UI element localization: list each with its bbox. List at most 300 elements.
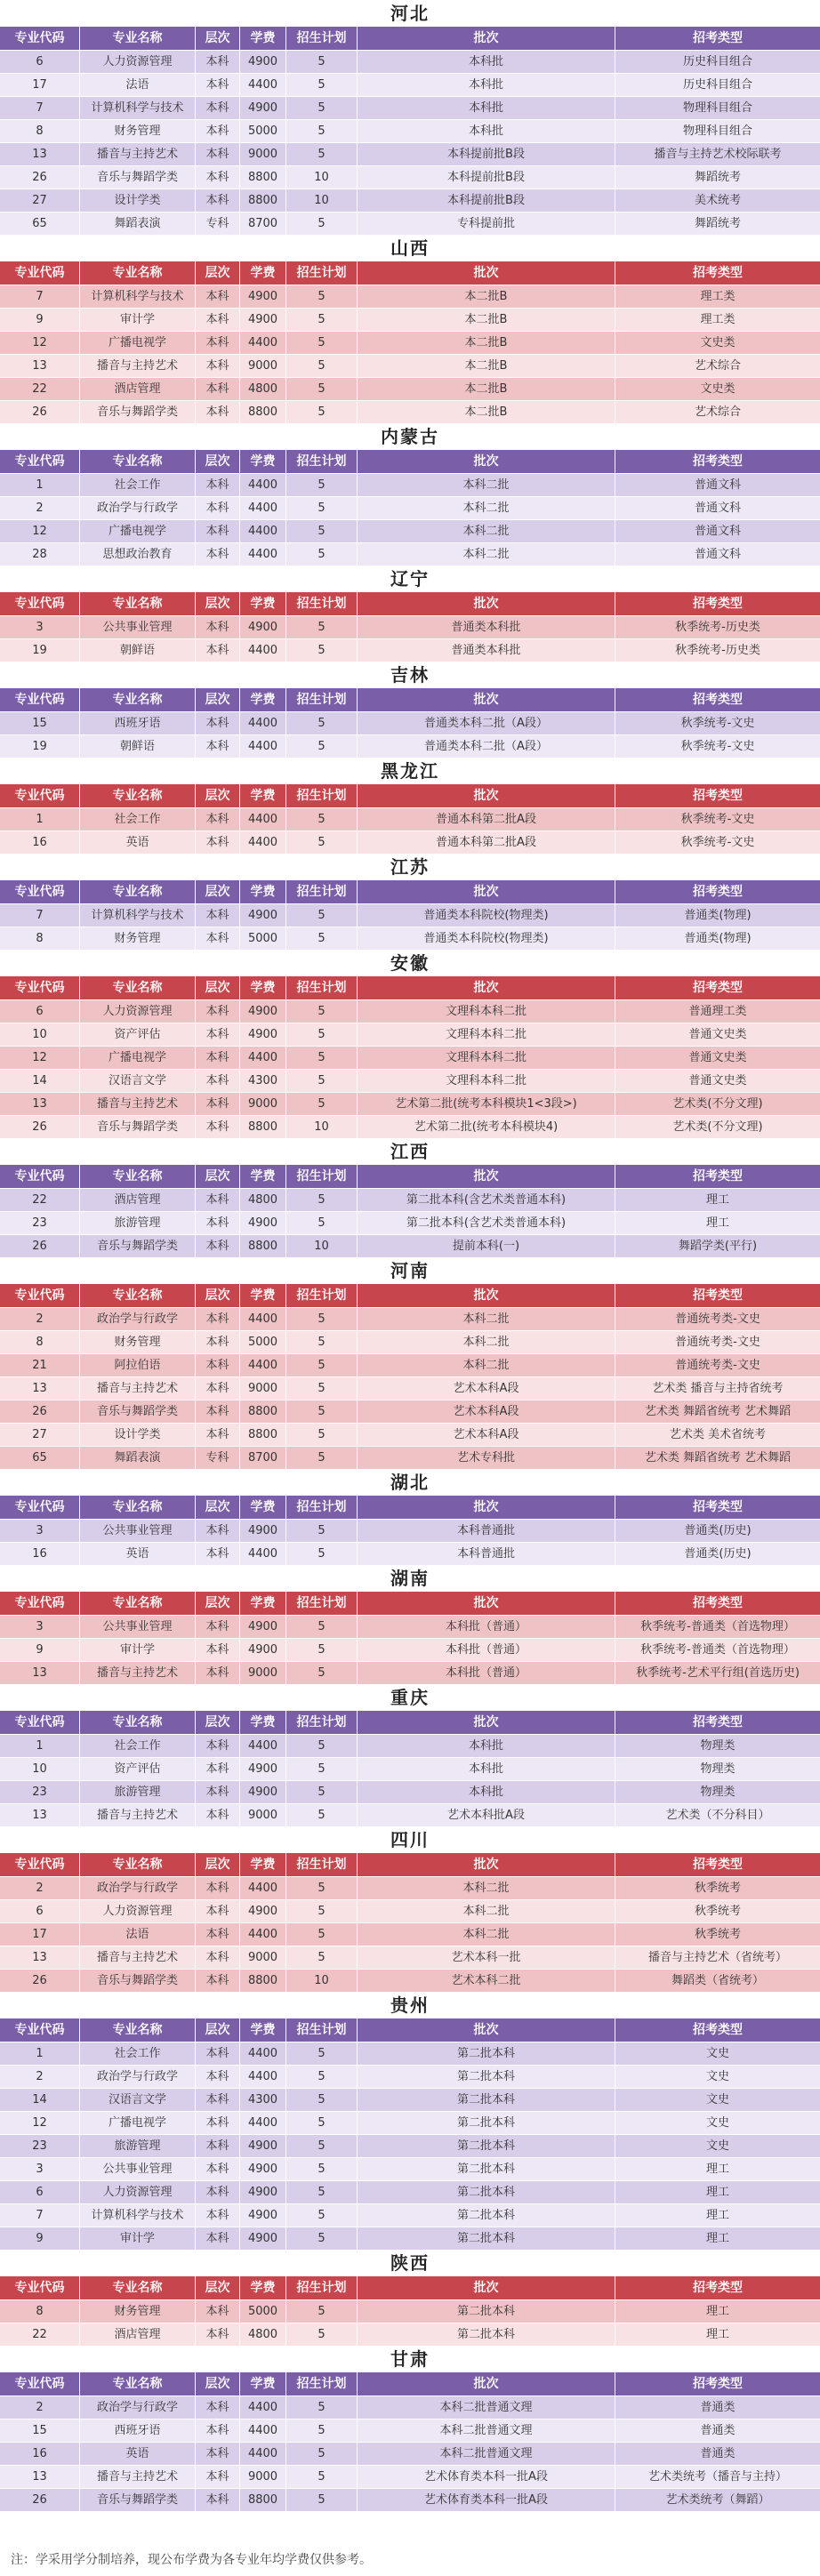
cell-major-name: 人力资源管理 bbox=[80, 1000, 196, 1023]
province-title: 黑龙江 bbox=[381, 760, 439, 782]
province-title: 江西 bbox=[390, 1141, 430, 1162]
cell-major-code: 16 bbox=[0, 2443, 80, 2465]
cell-enrollment-plan: 5 bbox=[286, 2042, 358, 2065]
cell-tuition: 9000 bbox=[240, 1662, 286, 1684]
cell-major-name: 思想政治教育 bbox=[80, 543, 196, 566]
table-row bbox=[0, 2203, 820, 2227]
header-exam-type: 招考类型 bbox=[693, 2023, 743, 2037]
cell-major-name: 审计学 bbox=[80, 1639, 196, 1661]
cell-major-name: 社会工作 bbox=[80, 808, 196, 831]
cell-major-code: 9 bbox=[0, 1639, 80, 1661]
cell-batch: 普通类本科批 bbox=[358, 616, 615, 638]
header-level: 层次 bbox=[196, 2018, 240, 2042]
cell-enrollment-plan: 5 bbox=[286, 1070, 358, 1092]
cell-enrollment-plan: 5 bbox=[286, 2300, 358, 2323]
cell-tuition: 5000 bbox=[240, 1331, 286, 1353]
header-batch: 批次 bbox=[358, 688, 615, 711]
cell-major-name: 人力资源管理 bbox=[80, 51, 196, 73]
province-title: 辽宁 bbox=[390, 568, 430, 590]
cell-level: 本科 bbox=[196, 2323, 240, 2346]
cell-exam-type: 艺术类 美术省统考 bbox=[669, 1428, 767, 1441]
province-title: 贵州 bbox=[390, 1994, 430, 2016]
cell-major-code: 22 bbox=[0, 2323, 80, 2346]
cell-exam-type: 普通类(历史) bbox=[684, 1524, 752, 1537]
table-body bbox=[0, 903, 820, 950]
cell-major-name: 审计学 bbox=[80, 309, 196, 331]
header-level: 层次 bbox=[196, 450, 240, 473]
cell-major-code: 26 bbox=[0, 1116, 80, 1138]
cell-tuition: 4800 bbox=[240, 378, 286, 400]
cell-batch: 本科批 bbox=[358, 1735, 615, 1757]
cell-batch: 艺术本科一批 bbox=[358, 1946, 615, 1969]
cell-exam-type: 播音与主持艺术（省统考） bbox=[647, 1951, 787, 1964]
cell-batch: 本科批 bbox=[358, 120, 615, 142]
cell-major-name: 西班牙语 bbox=[80, 712, 196, 734]
cell-level: 本科 bbox=[196, 735, 240, 758]
cell-level: 本科 bbox=[196, 1212, 240, 1234]
cell-major-code: 26 bbox=[0, 1235, 80, 1257]
header-enrollment-plan: 招生计划 bbox=[286, 1711, 358, 1734]
cell-enrollment-plan: 5 bbox=[286, 378, 358, 400]
cell-exam-type: 舞蹈统考 bbox=[694, 217, 741, 230]
cell-batch: 第二批本科(含艺术类普通本科) bbox=[358, 1212, 615, 1234]
cell-level: 本科 bbox=[196, 1804, 240, 1826]
province-title: 山西 bbox=[390, 237, 430, 259]
header-batch: 批次 bbox=[358, 2372, 615, 2395]
cell-major-name: 旅游管理 bbox=[80, 2135, 196, 2157]
cell-major-code: 3 bbox=[0, 2158, 80, 2180]
header-level: 层次 bbox=[196, 592, 240, 615]
cell-exam-type: 秋季统考-文史 bbox=[680, 717, 755, 730]
cell-batch: 第二批本科 bbox=[358, 2066, 615, 2088]
cell-major-name: 公共事业管理 bbox=[80, 2158, 196, 2180]
cell-tuition: 4400 bbox=[240, 2042, 286, 2065]
table-row bbox=[0, 2065, 820, 2088]
province-title: 甘肃 bbox=[390, 2348, 430, 2370]
cell-batch: 本科批 bbox=[358, 1781, 615, 1803]
cell-tuition: 4800 bbox=[240, 1189, 286, 1211]
cell-major-name: 政治学与行政学 bbox=[80, 1877, 196, 1899]
header-major-code: 专业代码 bbox=[0, 2018, 80, 2042]
province-table bbox=[0, 1469, 820, 1565]
cell-tuition: 9000 bbox=[240, 355, 286, 377]
cell-major-name: 社会工作 bbox=[80, 474, 196, 496]
header-enrollment-plan: 招生计划 bbox=[286, 784, 358, 807]
cell-level: 本科 bbox=[196, 1639, 240, 1661]
cell-batch: 普通类本科批 bbox=[358, 639, 615, 662]
cell-level: 本科 bbox=[196, 143, 240, 165]
cell-level: 本科 bbox=[196, 189, 240, 212]
cell-enrollment-plan: 5 bbox=[286, 712, 358, 734]
cell-batch: 本二批B bbox=[358, 401, 615, 423]
cell-major-code: 15 bbox=[0, 712, 80, 734]
table-row bbox=[0, 2227, 820, 2250]
cell-major-code: 13 bbox=[0, 355, 80, 377]
header-exam-type: 招考类型 bbox=[693, 266, 743, 280]
cell-major-code: 16 bbox=[0, 1543, 80, 1565]
table-body bbox=[0, 1876, 820, 1992]
table-row bbox=[0, 1307, 820, 1330]
cell-level: 本科 bbox=[196, 1354, 240, 1376]
header-exam-type: 招考类型 bbox=[693, 454, 743, 469]
cell-tuition: 8800 bbox=[240, 1424, 286, 1446]
cell-tuition: 4900 bbox=[240, 1000, 286, 1023]
header-exam-type: 招考类型 bbox=[693, 693, 743, 707]
cell-major-code: 6 bbox=[0, 2181, 80, 2203]
cell-tuition: 4400 bbox=[240, 74, 286, 96]
cell-major-name: 酒店管理 bbox=[80, 378, 196, 400]
cell-level: 本科 bbox=[196, 2135, 240, 2157]
cell-level: 本科 bbox=[196, 1235, 240, 1257]
cell-exam-type: 文史类 bbox=[700, 336, 736, 349]
cell-tuition: 4400 bbox=[240, 1354, 286, 1376]
cell-exam-type: 艺术类统考（舞蹈） bbox=[665, 2493, 770, 2507]
header-level: 层次 bbox=[196, 2372, 240, 2395]
table-row bbox=[0, 807, 820, 831]
table-row bbox=[0, 377, 820, 400]
header-major-name: 专业名称 bbox=[80, 2276, 196, 2299]
cell-batch: 本科批 bbox=[358, 97, 615, 119]
cell-level: 本科 bbox=[196, 1900, 240, 1922]
cell-tuition: 8700 bbox=[240, 1447, 286, 1469]
cell-batch: 普通本科第二批A段 bbox=[358, 808, 615, 831]
cell-major-code: 1 bbox=[0, 474, 80, 496]
header-tuition: 学费 bbox=[240, 27, 286, 50]
header-batch: 批次 bbox=[358, 1496, 615, 1519]
table-row bbox=[0, 473, 820, 496]
cell-major-name: 公共事业管理 bbox=[80, 1520, 196, 1542]
cell-exam-type: 舞蹈统考 bbox=[694, 171, 741, 184]
header-batch: 批次 bbox=[358, 784, 615, 807]
province-table bbox=[0, 1992, 820, 2250]
cell-major-code: 12 bbox=[0, 2112, 80, 2134]
cell-batch: 艺术本科A段 bbox=[358, 1424, 615, 1446]
table-row bbox=[0, 1661, 820, 1684]
cell-major-name: 播音与主持艺术 bbox=[80, 2466, 196, 2488]
table-row bbox=[0, 1092, 820, 1115]
cell-batch: 艺术体育类本科一批A段 bbox=[358, 2466, 615, 2488]
cell-exam-type: 秋季统考-历史类 bbox=[675, 644, 760, 657]
cell-tuition: 4400 bbox=[240, 2443, 286, 2465]
header-major-name: 专业名称 bbox=[80, 784, 196, 807]
cell-tuition: 4900 bbox=[240, 2181, 286, 2203]
cell-enrollment-plan: 5 bbox=[286, 1804, 358, 1826]
table-row bbox=[0, 1780, 820, 1803]
header-batch: 批次 bbox=[358, 1592, 615, 1615]
cell-major-code: 22 bbox=[0, 1189, 80, 1211]
province-title: 四川 bbox=[390, 1829, 430, 1850]
cell-exam-type: 文史 bbox=[705, 2116, 729, 2130]
cell-tuition: 4400 bbox=[240, 332, 286, 354]
cell-level: 本科 bbox=[196, 285, 240, 308]
cell-enrollment-plan: 5 bbox=[286, 285, 358, 308]
cell-tuition: 8800 bbox=[240, 1116, 286, 1138]
header-enrollment-plan: 招生计划 bbox=[286, 1853, 358, 1876]
table-row bbox=[0, 73, 820, 96]
cell-major-code: 14 bbox=[0, 2089, 80, 2111]
cell-major-code: 13 bbox=[0, 143, 80, 165]
table-row bbox=[0, 1115, 820, 1138]
cell-enrollment-plan: 5 bbox=[286, 1424, 358, 1446]
cell-tuition: 4900 bbox=[240, 2135, 286, 2157]
header-exam-type: 招考类型 bbox=[693, 885, 743, 899]
cell-major-name: 广播电视学 bbox=[80, 520, 196, 542]
table-header bbox=[0, 2372, 820, 2395]
cell-batch: 本科批（普通） bbox=[358, 1662, 615, 1684]
cell-tuition: 8800 bbox=[240, 166, 286, 189]
cell-major-code: 7 bbox=[0, 97, 80, 119]
cell-major-code: 13 bbox=[0, 1946, 80, 1969]
cell-major-code: 21 bbox=[0, 1354, 80, 1376]
cell-exam-type: 文史 bbox=[705, 2093, 729, 2107]
province-table bbox=[0, 854, 820, 950]
province-table bbox=[0, 423, 820, 566]
cell-exam-type: 舞蹈类（省统考） bbox=[671, 1974, 764, 1987]
header-enrollment-plan: 招生计划 bbox=[286, 2018, 358, 2042]
cell-enrollment-plan: 5 bbox=[286, 2323, 358, 2346]
table-header bbox=[0, 592, 820, 615]
cell-exam-type: 理工 bbox=[705, 2163, 729, 2176]
cell-tuition: 4900 bbox=[240, 1639, 286, 1661]
cell-exam-type: 秋季统考-普通类（首选物理） bbox=[640, 1620, 795, 1633]
cell-exam-type: 普通类 bbox=[700, 2424, 736, 2437]
cell-exam-type: 普通文科 bbox=[694, 502, 741, 515]
cell-batch: 本科二批 bbox=[358, 1923, 615, 1946]
cell-exam-type: 艺术综合 bbox=[694, 405, 741, 419]
cell-batch: 本科二批 bbox=[358, 1354, 615, 1376]
cell-major-name: 阿拉伯语 bbox=[80, 1354, 196, 1376]
cell-exam-type: 艺术类 舞蹈省统考 艺术舞蹈 bbox=[644, 1451, 792, 1465]
cell-exam-type: 普通类 bbox=[700, 2447, 736, 2460]
cell-tuition: 4400 bbox=[240, 520, 286, 542]
cell-major-name: 财务管理 bbox=[80, 2300, 196, 2323]
cell-batch: 第二批本科 bbox=[358, 2042, 615, 2065]
cell-batch: 本科批 bbox=[358, 74, 615, 96]
cell-major-code: 13 bbox=[0, 1093, 80, 1115]
cell-exam-type: 文史 bbox=[705, 2070, 729, 2083]
header-major-name: 专业名称 bbox=[80, 27, 196, 50]
cell-major-name: 人力资源管理 bbox=[80, 2181, 196, 2203]
cell-tuition: 9000 bbox=[240, 1377, 286, 1400]
cell-tuition: 4900 bbox=[240, 1781, 286, 1803]
cell-enrollment-plan: 5 bbox=[286, 543, 358, 566]
cell-tuition: 4300 bbox=[240, 2089, 286, 2111]
cell-enrollment-plan: 5 bbox=[286, 2420, 358, 2442]
cell-batch: 第二批本科 bbox=[358, 2089, 615, 2111]
cell-batch: 普通本科第二批A段 bbox=[358, 831, 615, 854]
cell-major-code: 17 bbox=[0, 1923, 80, 1946]
header-level: 层次 bbox=[196, 880, 240, 903]
header-major-name: 专业名称 bbox=[80, 261, 196, 285]
header-tuition: 学费 bbox=[240, 2276, 286, 2299]
cell-exam-type: 物理类 bbox=[700, 1762, 736, 1776]
cell-exam-type: 理工 bbox=[705, 2232, 729, 2245]
cell-major-code: 1 bbox=[0, 1735, 80, 1757]
cell-exam-type: 艺术类 舞蹈省统考 艺术舞蹈 bbox=[644, 1405, 792, 1418]
table-row bbox=[0, 119, 820, 142]
header-major-code: 专业代码 bbox=[0, 784, 80, 807]
cell-batch: 第二批本科 bbox=[358, 2135, 615, 2157]
cell-batch: 本二批B bbox=[358, 355, 615, 377]
cell-tuition: 4900 bbox=[240, 616, 286, 638]
table-row bbox=[0, 1330, 820, 1353]
cell-major-name: 英语 bbox=[80, 1543, 196, 1565]
cell-tuition: 4900 bbox=[240, 1616, 286, 1638]
cell-batch: 第二批本科 bbox=[358, 2158, 615, 2180]
table-row bbox=[0, 2419, 820, 2442]
cell-major-name: 政治学与行政学 bbox=[80, 2066, 196, 2088]
header-level: 层次 bbox=[196, 27, 240, 50]
table-header bbox=[0, 261, 820, 285]
table-row bbox=[0, 50, 820, 73]
header-major-name: 专业名称 bbox=[80, 880, 196, 903]
table-row bbox=[0, 1757, 820, 1780]
table-row bbox=[0, 331, 820, 354]
header-major-code: 专业代码 bbox=[0, 976, 80, 999]
cell-major-name: 政治学与行政学 bbox=[80, 497, 196, 519]
cell-enrollment-plan: 5 bbox=[286, 1923, 358, 1946]
cell-exam-type: 艺术类（不分科目） bbox=[665, 1809, 770, 1822]
cell-batch: 艺术本科批A段 bbox=[358, 1804, 615, 1826]
cell-batch: 本二批B bbox=[358, 378, 615, 400]
header-exam-type: 招考类型 bbox=[693, 2281, 743, 2295]
cell-tuition: 8800 bbox=[240, 401, 286, 423]
cell-batch: 第二批本科 bbox=[358, 2323, 615, 2346]
table-body bbox=[0, 50, 820, 235]
cell-major-name: 设计学类 bbox=[80, 189, 196, 212]
cell-batch: 文理科本科二批 bbox=[358, 1000, 615, 1023]
header-tuition: 学费 bbox=[240, 688, 286, 711]
header-batch: 批次 bbox=[358, 1284, 615, 1307]
cell-enrollment-plan: 5 bbox=[286, 143, 358, 165]
cell-tuition: 4400 bbox=[240, 712, 286, 734]
cell-level: 本科 bbox=[196, 616, 240, 638]
cell-major-name: 舞蹈表演 bbox=[80, 1447, 196, 1469]
cell-enrollment-plan: 5 bbox=[286, 1093, 358, 1115]
header-exam-type: 招考类型 bbox=[693, 1596, 743, 1610]
cell-batch: 艺术专科批 bbox=[358, 1447, 615, 1469]
table-body bbox=[0, 1307, 820, 1469]
cell-level: 本科 bbox=[196, 2204, 240, 2227]
header-tuition: 学费 bbox=[240, 1284, 286, 1307]
cell-batch: 本二批B bbox=[358, 285, 615, 308]
header-level: 层次 bbox=[196, 1853, 240, 1876]
cell-tuition: 8800 bbox=[240, 1400, 286, 1423]
cell-batch: 第二批本科 bbox=[358, 2112, 615, 2134]
cell-enrollment-plan: 5 bbox=[286, 2227, 358, 2250]
table-row bbox=[0, 1423, 820, 1446]
cell-enrollment-plan: 5 bbox=[286, 1639, 358, 1661]
table-header bbox=[0, 688, 820, 711]
table-header bbox=[0, 1284, 820, 1307]
cell-level: 本科 bbox=[196, 2089, 240, 2111]
header-major-code: 专业代码 bbox=[0, 1711, 80, 1734]
cell-exam-type: 普通类(历史) bbox=[684, 1547, 752, 1561]
cell-batch: 艺术第二批(统考本科模块1<3段>) bbox=[358, 1093, 615, 1115]
province-title: 湖北 bbox=[390, 1472, 430, 1493]
header-tuition: 学费 bbox=[240, 1711, 286, 1734]
cell-major-code: 10 bbox=[0, 1023, 80, 1046]
cell-tuition: 4400 bbox=[240, 1308, 286, 1330]
cell-major-name: 政治学与行政学 bbox=[80, 2396, 196, 2419]
footnote: 注：学采用学分制培养，现公布学费为各专业年均学费仅供参考。 bbox=[11, 2553, 372, 2567]
table-header bbox=[0, 1853, 820, 1876]
cell-enrollment-plan: 5 bbox=[286, 1023, 358, 1046]
header-enrollment-plan: 招生计划 bbox=[286, 1165, 358, 1188]
cell-level: 本科 bbox=[196, 2066, 240, 2088]
cell-level: 本科 bbox=[196, 1331, 240, 1353]
cell-batch: 本科二批 bbox=[358, 474, 615, 496]
cell-batch: 本科二批 bbox=[358, 1900, 615, 1922]
cell-level: 本科 bbox=[196, 309, 240, 331]
province-title: 吉林 bbox=[390, 664, 430, 686]
table-row bbox=[0, 165, 820, 189]
cell-level: 本科 bbox=[196, 1400, 240, 1423]
cell-major-code: 2 bbox=[0, 2396, 80, 2419]
table-body bbox=[0, 1734, 820, 1826]
table-body bbox=[0, 807, 820, 854]
header-major-name: 专业名称 bbox=[80, 1853, 196, 1876]
cell-enrollment-plan: 5 bbox=[286, 74, 358, 96]
cell-major-name: 音乐与舞蹈学类 bbox=[80, 1400, 196, 1423]
header-exam-type: 招考类型 bbox=[693, 981, 743, 995]
cell-major-code: 23 bbox=[0, 1212, 80, 1234]
cell-batch: 艺术第二批(统考本科模块4) bbox=[358, 1116, 615, 1138]
header-level: 层次 bbox=[196, 784, 240, 807]
table-row bbox=[0, 2180, 820, 2203]
cell-enrollment-plan: 5 bbox=[286, 735, 358, 758]
cell-major-code: 65 bbox=[0, 1447, 80, 1469]
cell-major-name: 广播电视学 bbox=[80, 2112, 196, 2134]
cell-major-name: 公共事业管理 bbox=[80, 1616, 196, 1638]
cell-enrollment-plan: 5 bbox=[286, 1400, 358, 1423]
cell-level: 专科 bbox=[196, 213, 240, 235]
cell-tuition: 4400 bbox=[240, 474, 286, 496]
cell-enrollment-plan: 5 bbox=[286, 1000, 358, 1023]
cell-batch: 本二批B bbox=[358, 309, 615, 331]
table-body bbox=[0, 2395, 820, 2511]
cell-enrollment-plan: 5 bbox=[286, 2443, 358, 2465]
cell-tuition: 4900 bbox=[240, 2204, 286, 2227]
cell-major-code: 8 bbox=[0, 120, 80, 142]
cell-major-code: 26 bbox=[0, 401, 80, 423]
cell-enrollment-plan: 5 bbox=[286, 355, 358, 377]
table-row bbox=[0, 1876, 820, 1899]
cell-enrollment-plan: 5 bbox=[286, 1946, 358, 1969]
cell-level: 本科 bbox=[196, 831, 240, 854]
cell-enrollment-plan: 5 bbox=[286, 2112, 358, 2134]
cell-exam-type: 普通统考类-文史 bbox=[675, 1312, 760, 1326]
cell-major-code: 26 bbox=[0, 1400, 80, 1423]
header-enrollment-plan: 招生计划 bbox=[286, 2276, 358, 2299]
cell-major-code: 26 bbox=[0, 166, 80, 189]
cell-major-name: 资产评估 bbox=[80, 1023, 196, 1046]
table-row bbox=[0, 1542, 820, 1565]
cell-enrollment-plan: 10 bbox=[286, 1970, 358, 1992]
cell-major-code: 13 bbox=[0, 2466, 80, 2488]
table-row bbox=[0, 189, 820, 212]
cell-major-name: 舞蹈表演 bbox=[80, 213, 196, 235]
cell-major-name: 播音与主持艺术 bbox=[80, 1377, 196, 1400]
cell-enrollment-plan: 10 bbox=[286, 1116, 358, 1138]
table-row bbox=[0, 1946, 820, 1969]
cell-level: 本科 bbox=[196, 355, 240, 377]
cell-exam-type: 普通统考类-文史 bbox=[675, 1336, 760, 1349]
cell-batch: 第二批本科(含艺术类普通本科) bbox=[358, 1189, 615, 1211]
cell-major-code: 9 bbox=[0, 2227, 80, 2250]
cell-enrollment-plan: 5 bbox=[286, 1308, 358, 1330]
cell-enrollment-plan: 5 bbox=[286, 1877, 358, 1899]
